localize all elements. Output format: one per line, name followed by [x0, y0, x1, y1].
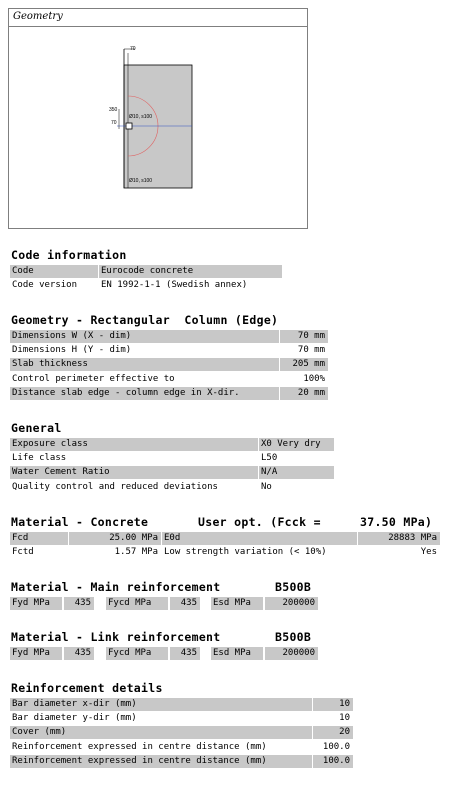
geometry-section-title: Geometry - Rectangular Column (Edge) [11, 313, 279, 327]
link-reinf-grade: B500B [275, 630, 312, 644]
reinf-label: Bar diameter x-dir (mm) [10, 698, 312, 711]
esd-label: Esd MPa [211, 647, 263, 660]
bar-label-top: Ø10, s100 [129, 114, 153, 120]
fctd-label: Fctd [12, 547, 34, 557]
geometry-panel-title: Geometry [13, 11, 63, 22]
geom-row [10, 358, 330, 372]
esd-value: 200000 [265, 647, 318, 660]
dim-label-top: 70 [130, 46, 136, 52]
main-reinf-row [10, 597, 320, 611]
general-row [10, 438, 335, 452]
esd-label: Esd MPa [211, 597, 263, 610]
code-row [10, 265, 285, 279]
general-value: X0 Very dry [259, 438, 334, 451]
code-version-row [10, 279, 285, 293]
fcd-value: 25.00 MPa [69, 532, 161, 545]
geom-value: 70 mm [297, 345, 325, 355]
fycd-value: 435 [170, 597, 200, 610]
concrete-user-opt: User opt. (Fcck = [198, 515, 321, 529]
column-rect [126, 123, 132, 129]
fycd-value: 435 [170, 647, 200, 660]
reinf-row [10, 698, 355, 712]
fyd-value: 435 [64, 647, 94, 660]
general-row [10, 452, 335, 466]
general-row [10, 466, 335, 480]
main-reinf-title: Material - Main reinforcement [11, 580, 221, 594]
concrete-fcck: 37.50 MPa) [360, 515, 433, 529]
reinf-value: 10 [339, 713, 350, 723]
reinf-label: Reinforcement expressed in centre distance (mm) [10, 755, 312, 768]
concrete-title: Material - Concrete [11, 515, 149, 529]
geom-value: 70 mm [280, 330, 328, 343]
fyd-label: Fyd MPa [10, 647, 62, 660]
reinf-label: Cover (mm) [10, 726, 312, 739]
general-value: L50 [261, 453, 278, 463]
fyd-label: Fyd MPa [10, 597, 62, 610]
code-value: Eurocode concrete [99, 265, 282, 278]
reinf-details-title: Reinforcement details [11, 681, 163, 695]
code-info-title: Code information [11, 248, 127, 262]
fyd-value: 435 [64, 597, 94, 610]
geom-label: Distance slab edge - column edge in X-dir. [10, 387, 279, 400]
general-label: Life class [12, 453, 67, 463]
esd-value: 200000 [265, 597, 318, 610]
reinf-value: 10 [313, 698, 353, 711]
general-row [10, 481, 335, 495]
lsv-label: Low strength variation (< 10%) [164, 547, 327, 557]
geom-value: 205 mm [280, 358, 328, 371]
geom-label: Dimensions H (Y - dim) [12, 345, 132, 355]
general-label: Quality control and reduced deviations [12, 482, 218, 492]
reinf-row [10, 726, 355, 740]
general-value: N/A [259, 466, 334, 479]
code-version-value: EN 1992-1-1 (Swedish annex) [101, 280, 248, 290]
reinf-row [10, 741, 355, 755]
general-label: Exposure class [10, 438, 258, 451]
dim-label-left-small: 70 [111, 120, 117, 126]
reinf-row [10, 755, 355, 769]
geometry-drawing [9, 9, 307, 228]
code-label: Code [10, 265, 98, 278]
fycd-label: Fycd MPa [106, 597, 168, 610]
bar-label-bottom: Ø10, s100 [129, 178, 153, 184]
reinf-value: 100.0 [322, 742, 350, 752]
geom-label: Dimensions W (X - dim) [10, 330, 279, 343]
geom-value: 100% [303, 374, 325, 384]
general-value: No [261, 482, 272, 492]
general-title: General [11, 421, 62, 435]
geom-label: Control perimeter effective to [12, 374, 175, 384]
geom-label: Slab thickness [10, 358, 279, 371]
code-version-label: Code version [12, 280, 78, 290]
geom-row [10, 373, 330, 387]
lsv-value: Yes [420, 547, 437, 557]
concrete-row-2 [10, 546, 440, 560]
geom-value: 20 mm [280, 387, 328, 400]
reinf-label: Bar diameter y-dir (mm) [12, 713, 137, 723]
main-reinf-grade: B500B [275, 580, 312, 594]
reinf-label: Reinforcement expressed in centre distance (mm) [12, 742, 267, 752]
general-label: Water Cement Ratio [10, 466, 258, 479]
geom-row [10, 387, 330, 401]
concrete-row-1 [10, 532, 440, 546]
fctd-value: 1.57 MPa [114, 547, 158, 557]
fcd-label: Fcd [10, 532, 68, 545]
link-reinf-title: Material - Link reinforcement [11, 630, 221, 644]
e0d-value: 28883 MPa [358, 532, 440, 545]
geom-row [10, 330, 330, 344]
reinf-row [10, 712, 355, 726]
dim-label-left-total: 350 [109, 107, 118, 113]
geometry-panel [8, 8, 308, 229]
fycd-label: Fycd MPa [106, 647, 168, 660]
e0d-label: E0d [162, 532, 357, 545]
reinf-value: 20 [313, 726, 353, 739]
link-reinf-row [10, 647, 320, 661]
reinf-value: 100.0 [313, 755, 353, 768]
geom-row [10, 344, 330, 358]
